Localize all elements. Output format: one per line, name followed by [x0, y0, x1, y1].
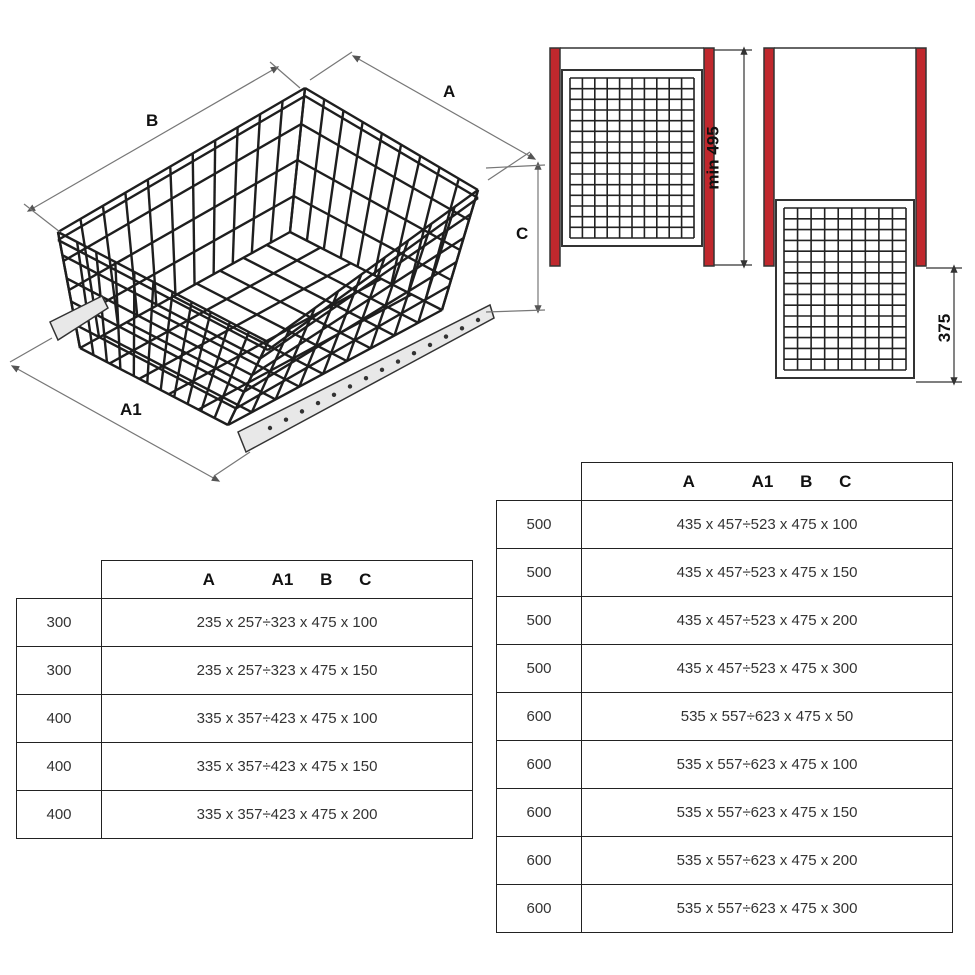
table-header-row — [497, 463, 953, 501]
cabinet-open-view — [764, 48, 926, 378]
cell-dimensions: 535 x 557÷623 x 475 x 200 — [582, 837, 953, 885]
table-row — [497, 693, 953, 741]
table-row — [497, 549, 953, 597]
header-c: C — [839, 471, 852, 491]
cell-size: 400 — [17, 791, 102, 839]
dimension-label-c: C — [516, 224, 529, 243]
header-a1: A1 — [271, 569, 294, 589]
cabinet-views — [540, 40, 975, 400]
table-row — [17, 599, 473, 647]
spec-table-large — [496, 462, 953, 933]
basket-wire-mesh — [58, 88, 478, 425]
cell-size: 400 — [17, 743, 102, 791]
table-row — [497, 837, 953, 885]
cell-size: 300 — [17, 599, 102, 647]
table-row — [497, 885, 953, 933]
table-row — [497, 789, 953, 837]
cell-size: 600 — [497, 837, 582, 885]
header-a: A — [202, 569, 215, 589]
cell-size: 300 — [17, 647, 102, 695]
table-row — [17, 695, 473, 743]
cell-dimensions: 435 x 457÷523 x 475 x 150 — [582, 549, 953, 597]
cell-dimensions: 535 x 557÷623 x 475 x 100 — [582, 741, 953, 789]
table-header — [582, 463, 953, 501]
table-row — [497, 741, 953, 789]
dimension-label-min-495: min 495 — [703, 126, 723, 190]
spec-table-small — [16, 560, 473, 839]
table-row — [17, 647, 473, 695]
cell-dimensions: 235 x 257÷323 x 475 x 100 — [102, 599, 473, 647]
dimension-label-b: B — [146, 111, 159, 130]
header-a: A — [682, 471, 695, 491]
dimension-label-375: 375 — [935, 313, 955, 343]
table-header-row — [17, 561, 473, 599]
cell-size: 500 — [497, 501, 582, 549]
cell-size: 500 — [497, 597, 582, 645]
cell-size: 600 — [497, 885, 582, 933]
cell-dimensions: 335 x 357÷423 x 475 x 200 — [102, 791, 473, 839]
cell-dimensions: 535 x 557÷623 x 475 x 150 — [582, 789, 953, 837]
cell-dimensions: 435 x 457÷523 x 475 x 100 — [582, 501, 953, 549]
table-row — [497, 645, 953, 693]
table-row — [497, 501, 953, 549]
dimension-label-a: A — [443, 82, 456, 101]
table-header — [102, 561, 473, 599]
cell-size: 600 — [497, 693, 582, 741]
cell-size: 500 — [497, 645, 582, 693]
cell-dimensions: 435 x 457÷523 x 475 x 300 — [582, 645, 953, 693]
cell-dimensions: 335 x 357÷423 x 475 x 100 — [102, 695, 473, 743]
cell-dimensions: 235 x 257÷323 x 475 x 150 — [102, 647, 473, 695]
dimension-label-a1: A1 — [120, 400, 142, 419]
cell-dimensions: 335 x 357÷423 x 475 x 150 — [102, 743, 473, 791]
cell-dimensions: 535 x 557÷623 x 475 x 50 — [582, 693, 953, 741]
table-row — [497, 597, 953, 645]
cell-dimensions: 535 x 557÷623 x 475 x 300 — [582, 885, 953, 933]
wire-basket-drawing — [0, 0, 560, 490]
cell-size: 600 — [497, 741, 582, 789]
header-c: C — [359, 569, 372, 589]
cabinet-closed-view — [550, 48, 714, 266]
table-row — [17, 791, 473, 839]
header-b: B — [800, 471, 813, 491]
cell-dimensions: 435 x 457÷523 x 475 x 200 — [582, 597, 953, 645]
header-a1: A1 — [751, 471, 774, 491]
cell-size: 500 — [497, 549, 582, 597]
header-b: B — [320, 569, 333, 589]
cell-size: 400 — [17, 695, 102, 743]
cell-size: 600 — [497, 789, 582, 837]
table-row — [17, 743, 473, 791]
